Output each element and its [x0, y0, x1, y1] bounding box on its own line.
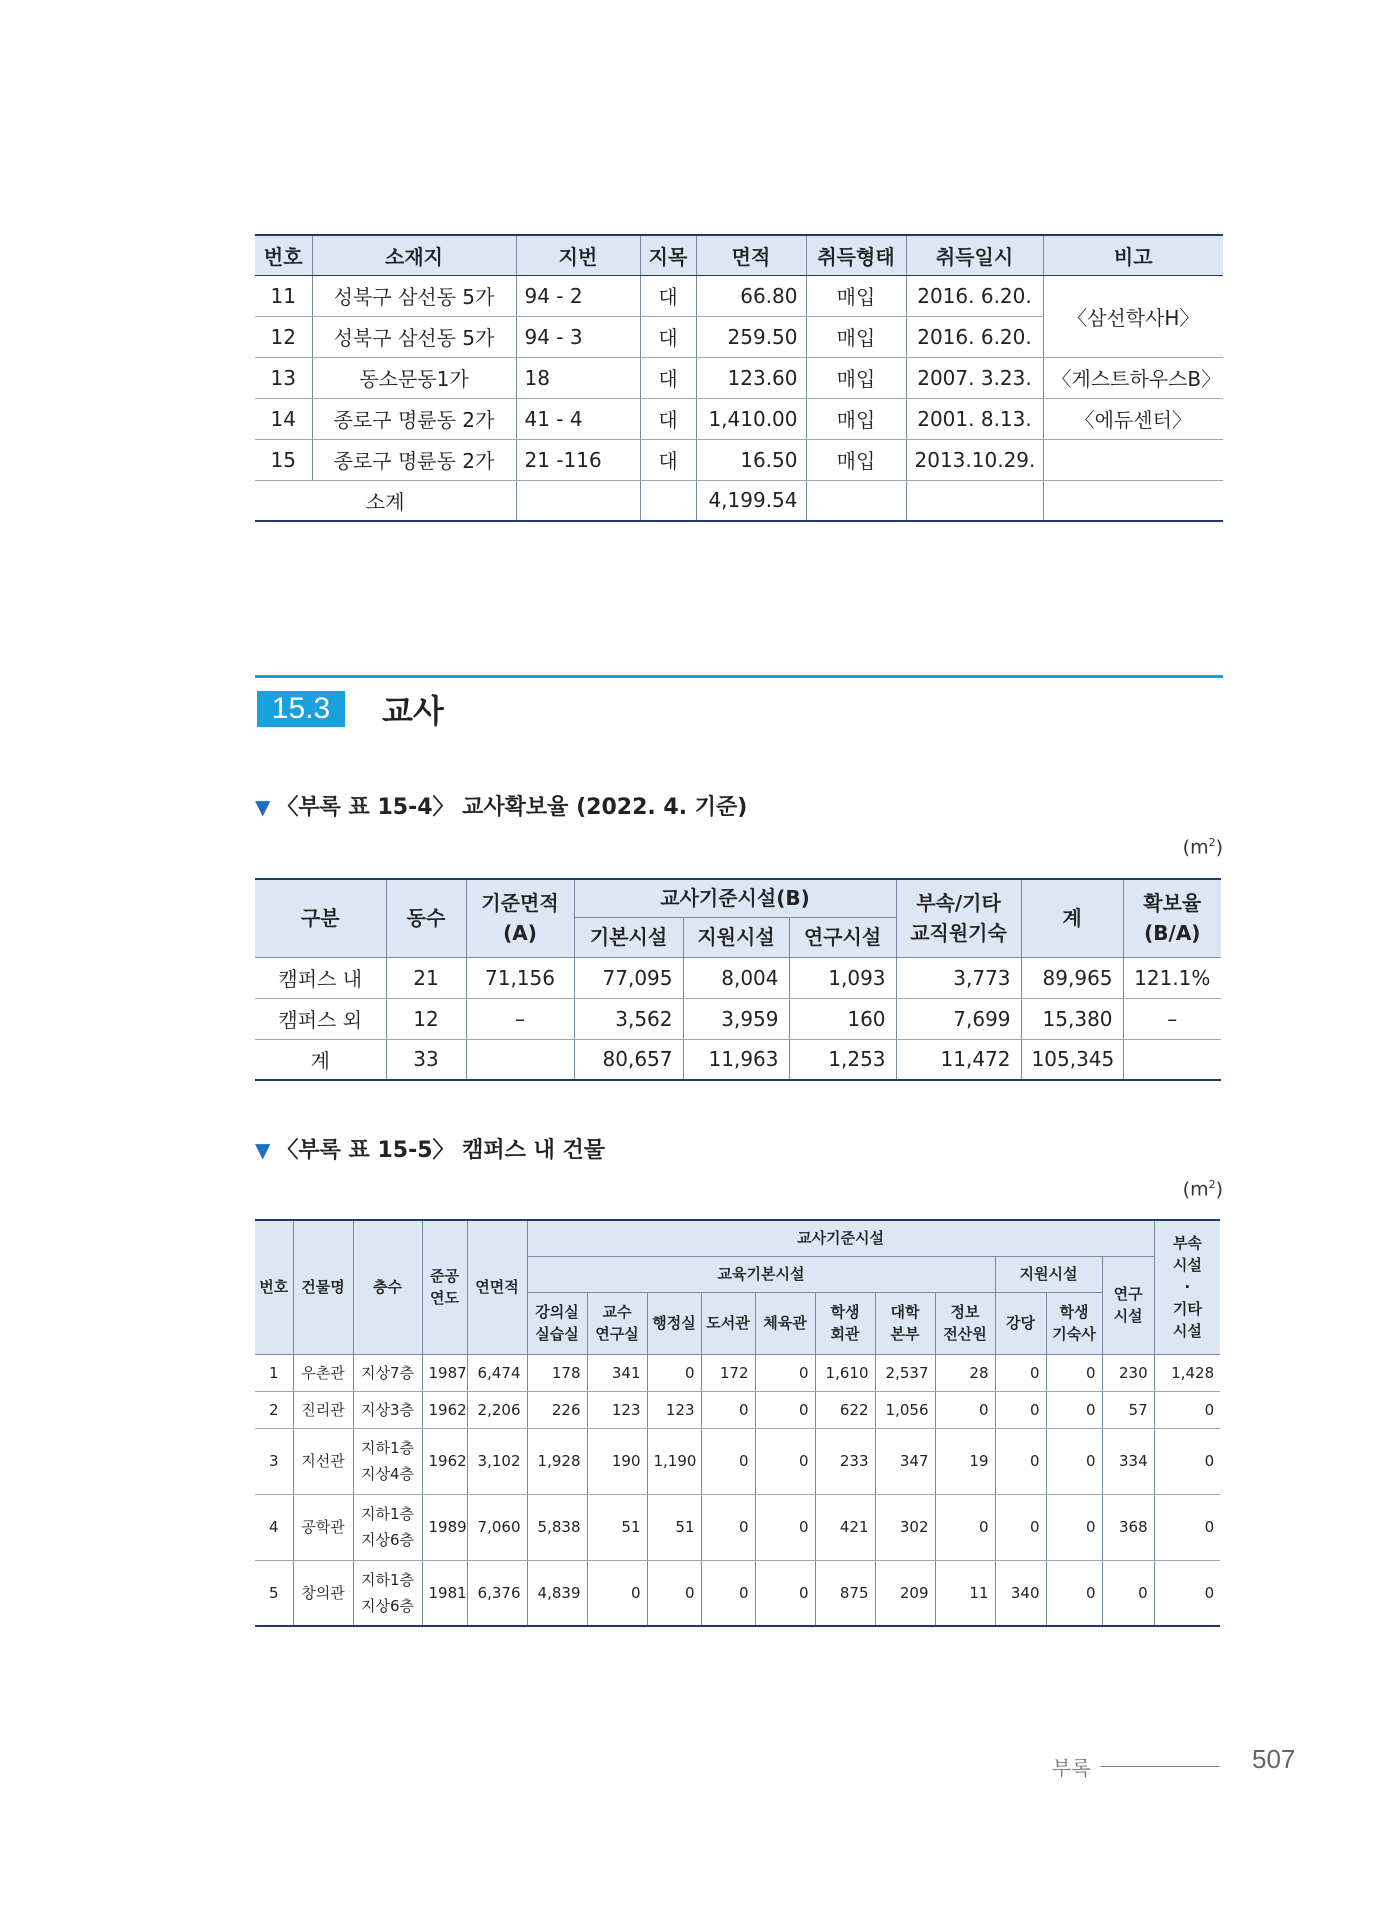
- cell-acq-date: 2013.10.29.: [906, 439, 1043, 480]
- subtotal-row: [255, 480, 1223, 521]
- cell-basic: 80,657: [574, 1039, 683, 1080]
- cell-category: 대: [640, 439, 696, 480]
- header-lot: 지번: [516, 235, 640, 275]
- header-library: 도서관: [701, 1292, 755, 1354]
- cell-no: 13: [255, 357, 312, 398]
- cell-acq-type: 매입: [806, 398, 906, 439]
- cell-remarks: 〈삼선학사H〉: [1043, 275, 1223, 357]
- header-rate: 확보율 (B/A): [1123, 879, 1221, 957]
- header-location: 소재지: [312, 235, 516, 275]
- header-base-area: 기준면적 (A): [466, 879, 574, 957]
- cell-lot: 21 -116: [516, 439, 640, 480]
- cell-dongsu: 21: [386, 957, 466, 998]
- cell-gym: 0: [755, 1391, 815, 1428]
- cell-lecture: 5,838: [527, 1494, 587, 1560]
- cell-student: 421: [815, 1494, 875, 1560]
- header-prof: 교수 연구실: [587, 1292, 647, 1354]
- cell-rate: 121.1%: [1123, 957, 1221, 998]
- cell-research: 230: [1102, 1354, 1154, 1391]
- table-row: [255, 1039, 1221, 1080]
- cell-remarks: 〈게스트하우스B〉: [1043, 357, 1223, 398]
- footer-rule: [1100, 1766, 1220, 1767]
- cell-library: 0: [701, 1560, 755, 1626]
- cell-auditorium: 0: [995, 1428, 1046, 1494]
- cell-empty: [640, 480, 696, 521]
- header-year: 준공 연도: [422, 1220, 467, 1354]
- cell-acq-date: 2007. 3.23.: [906, 357, 1043, 398]
- cell-no: 1: [255, 1354, 293, 1391]
- cell-student: 875: [815, 1560, 875, 1626]
- cell-student: 622: [815, 1391, 875, 1428]
- cell-basic: 77,095: [574, 957, 683, 998]
- cell-prof: 0: [587, 1560, 647, 1626]
- table-caption: [255, 790, 747, 821]
- header-facility: 교사기준시설: [527, 1220, 1154, 1256]
- cell-area: 66.80: [696, 275, 806, 316]
- cell-empty: [516, 480, 640, 521]
- cell-research: 160: [789, 998, 896, 1039]
- cell-annex: 3,773: [896, 957, 1021, 998]
- cell-prof: 51: [587, 1494, 647, 1560]
- unit-label: $(m^2)$: [1182, 1178, 1223, 1201]
- header-facility: 교사기준시설(B): [574, 879, 896, 917]
- cell-area: 259.50: [696, 316, 806, 357]
- cell-annex: 1,428: [1154, 1354, 1220, 1391]
- header-area: 연면적: [467, 1220, 527, 1354]
- cell-total: 15,380: [1021, 998, 1123, 1039]
- cell-area: 123.60: [696, 357, 806, 398]
- cell-floors: 지하1층 지상4층: [353, 1428, 422, 1494]
- cell-library: 0: [701, 1428, 755, 1494]
- cell-dorm: 0: [1046, 1391, 1102, 1428]
- header-auditorium: 강당: [995, 1292, 1046, 1354]
- cell-floors: 지상7층: [353, 1354, 422, 1391]
- cell-area: 7,060: [467, 1494, 527, 1560]
- header-gubun: 구분: [255, 879, 386, 957]
- table-row: [255, 1391, 1220, 1428]
- cell-admin: 1,190: [647, 1428, 701, 1494]
- cell-admin: 0: [647, 1354, 701, 1391]
- cell-no: 12: [255, 316, 312, 357]
- header-annex: 부속/기타 교직원기숙: [896, 879, 1021, 957]
- cell-remarks: [1043, 439, 1223, 480]
- header-floors: 층수: [353, 1220, 422, 1354]
- page-number: 507: [1252, 1744, 1296, 1774]
- cell-remarks: 〈에듀센터〉: [1043, 398, 1223, 439]
- cell-name: 우촌관: [293, 1354, 353, 1391]
- cell-acq-type: 매입: [806, 357, 906, 398]
- cell-year: 1987: [422, 1354, 467, 1391]
- header-edu-basic: 교육기본시설: [527, 1256, 995, 1292]
- table-row: [255, 1428, 1220, 1494]
- header-lecture: 강의실 실습실: [527, 1292, 587, 1354]
- cell-area: 2,206: [467, 1391, 527, 1428]
- cell-category: 대: [640, 316, 696, 357]
- cell-base-area: [466, 1039, 574, 1080]
- unit-label: $(m^2)$: [1182, 836, 1223, 859]
- header-research: 연구 시설: [1102, 1256, 1154, 1354]
- cell-gubun: 캠퍼스 내: [255, 957, 386, 998]
- cell-year: 1989: [422, 1494, 467, 1560]
- cell-gym: 0: [755, 1428, 815, 1494]
- header-total: 계: [1021, 879, 1123, 957]
- cell-auditorium: 0: [995, 1391, 1046, 1428]
- cell-area: 6,376: [467, 1560, 527, 1626]
- cell-acq-type: 매입: [806, 275, 906, 316]
- header-no: 번호: [255, 235, 312, 275]
- header-admin: 행정실: [647, 1292, 701, 1354]
- cell-name: 지선관: [293, 1428, 353, 1494]
- cell-admin: 0: [647, 1560, 701, 1626]
- cell-student: 233: [815, 1428, 875, 1494]
- cell-no: 15: [255, 439, 312, 480]
- cell-rate: [1123, 1039, 1221, 1080]
- cell-no: 5: [255, 1560, 293, 1626]
- cell-location: 종로구 명륜동 2가: [312, 398, 516, 439]
- cell-annex: 0: [1154, 1391, 1220, 1428]
- cell-name: 창의관: [293, 1560, 353, 1626]
- cell-acq-type: 매입: [806, 439, 906, 480]
- cell-info: 0: [935, 1391, 995, 1428]
- building-ratio-table: [255, 878, 1221, 1081]
- cell-lot: 18: [516, 357, 640, 398]
- cell-lecture: 1,928: [527, 1428, 587, 1494]
- cell-lecture: 4,839: [527, 1560, 587, 1626]
- cell-year: 1962: [422, 1428, 467, 1494]
- section-rule: [255, 675, 1223, 678]
- cell-annex: 11,472: [896, 1039, 1021, 1080]
- cell-admin: 123: [647, 1391, 701, 1428]
- cell-info: 11: [935, 1560, 995, 1626]
- cell-base-area: –: [466, 998, 574, 1039]
- cell-gubun: 캠퍼스 외: [255, 998, 386, 1039]
- cell-support: 3,959: [683, 998, 789, 1039]
- cell-lot: 94 - 3: [516, 316, 640, 357]
- cell-no: 4: [255, 1494, 293, 1560]
- header-basic: 기본시설: [574, 917, 683, 957]
- header-remarks: 비고: [1043, 235, 1223, 275]
- cell-area: 1,410.00: [696, 398, 806, 439]
- cell-total: 105,345: [1021, 1039, 1123, 1080]
- cell-area: 3,102: [467, 1428, 527, 1494]
- triangle-down-icon: ▼: [255, 795, 271, 819]
- section-title: 교사: [382, 692, 444, 730]
- cell-gym: 0: [755, 1560, 815, 1626]
- cell-no: 2: [255, 1391, 293, 1428]
- section-number: 15.3: [257, 691, 345, 727]
- cell-location: 동소문동1가: [312, 357, 516, 398]
- cell-prof: 341: [587, 1354, 647, 1391]
- table-header-row: [255, 1220, 1220, 1256]
- cell-location: 종로구 명륜동 2가: [312, 439, 516, 480]
- header-name: 건물명: [293, 1220, 353, 1354]
- cell-univ: 302: [875, 1494, 935, 1560]
- cell-acq-date: 2016. 6.20.: [906, 275, 1043, 316]
- cell-dorm: 0: [1046, 1560, 1102, 1626]
- table-row: [255, 275, 1223, 316]
- cell-lot: 41 - 4: [516, 398, 640, 439]
- cell-subtotal-area: 4,199.54: [696, 480, 806, 521]
- table-header-row: [255, 235, 1223, 275]
- header-support: 지원시설: [995, 1256, 1102, 1292]
- cell-name: 공학관: [293, 1494, 353, 1560]
- table-row: [255, 1354, 1220, 1391]
- cell-annex: 0: [1154, 1494, 1220, 1560]
- cell-prof: 123: [587, 1391, 647, 1428]
- cell-support: 8,004: [683, 957, 789, 998]
- cell-library: 0: [701, 1494, 755, 1560]
- cell-student: 1,610: [815, 1354, 875, 1391]
- table-caption: [255, 1133, 605, 1164]
- land-table: [255, 234, 1223, 522]
- header-support: 지원시설: [683, 917, 789, 957]
- cell-no: 11: [255, 275, 312, 316]
- cell-info: 0: [935, 1494, 995, 1560]
- header-area: 면적: [696, 235, 806, 275]
- cell-lecture: 178: [527, 1354, 587, 1391]
- cell-empty: [806, 480, 906, 521]
- cell-basic: 3,562: [574, 998, 683, 1039]
- header-gym: 체육관: [755, 1292, 815, 1354]
- cell-year: 1981: [422, 1560, 467, 1626]
- caption-text: 〈부록 표 15-5〉 캠퍼스 내 건물: [276, 1138, 606, 1163]
- cell-research: 1,253: [789, 1039, 896, 1080]
- cell-gym: 0: [755, 1494, 815, 1560]
- table-row: [255, 957, 1221, 998]
- cell-admin: 51: [647, 1494, 701, 1560]
- cell-lecture: 226: [527, 1391, 587, 1428]
- cell-floors: 지하1층 지상6층: [353, 1494, 422, 1560]
- cell-no: 14: [255, 398, 312, 439]
- header-category: 지목: [640, 235, 696, 275]
- table-row: [255, 998, 1221, 1039]
- cell-univ: 347: [875, 1428, 935, 1494]
- cell-dongsu: 33: [386, 1039, 466, 1080]
- table-row: [255, 357, 1223, 398]
- cell-acq-type: 매입: [806, 316, 906, 357]
- cell-research: 334: [1102, 1428, 1154, 1494]
- cell-prof: 190: [587, 1428, 647, 1494]
- cell-dorm: 0: [1046, 1494, 1102, 1560]
- cell-floors: 지하1층 지상6층: [353, 1560, 422, 1626]
- cell-location: 성북구 삼선동 5가: [312, 275, 516, 316]
- cell-dorm: 0: [1046, 1354, 1102, 1391]
- cell-support: 11,963: [683, 1039, 789, 1080]
- cell-research: 368: [1102, 1494, 1154, 1560]
- header-univ: 대학 본부: [875, 1292, 935, 1354]
- campus-building-table: [255, 1219, 1220, 1627]
- header-dongsu: 동수: [386, 879, 466, 957]
- cell-dorm: 0: [1046, 1428, 1102, 1494]
- header-research: 연구시설: [789, 917, 896, 957]
- cell-name: 진리관: [293, 1391, 353, 1428]
- header-dorm: 학생 기숙사: [1046, 1292, 1102, 1354]
- cell-rate: –: [1123, 998, 1221, 1039]
- cell-category: 대: [640, 398, 696, 439]
- cell-gubun: 계: [255, 1039, 386, 1080]
- cell-empty: [1043, 480, 1223, 521]
- cell-year: 1962: [422, 1391, 467, 1428]
- header-acq-type: 취득형태: [806, 235, 906, 275]
- cell-library: 172: [701, 1354, 755, 1391]
- footer-label: 부록: [1052, 1756, 1091, 1780]
- table-row: [255, 398, 1223, 439]
- cell-univ: 1,056: [875, 1391, 935, 1428]
- cell-empty: [906, 480, 1043, 521]
- cell-univ: 2,537: [875, 1354, 935, 1391]
- table-row: [255, 1494, 1220, 1560]
- cell-floors: 지상3층: [353, 1391, 422, 1428]
- table-header-row: [255, 879, 1221, 917]
- cell-auditorium: 340: [995, 1560, 1046, 1626]
- cell-total: 89,965: [1021, 957, 1123, 998]
- cell-area: 6,474: [467, 1354, 527, 1391]
- cell-annex: 0: [1154, 1428, 1220, 1494]
- cell-annex: 0: [1154, 1560, 1220, 1626]
- cell-subtotal-label: 소계: [255, 480, 516, 521]
- cell-auditorium: 0: [995, 1494, 1046, 1560]
- triangle-down-icon: ▼: [255, 1138, 271, 1162]
- cell-category: 대: [640, 275, 696, 316]
- header-no: 번호: [255, 1220, 293, 1354]
- cell-research: 1,093: [789, 957, 896, 998]
- header-info: 정보 전산원: [935, 1292, 995, 1354]
- cell-univ: 209: [875, 1560, 935, 1626]
- header-annex: 부속 시설 · 기타 시설: [1154, 1220, 1220, 1354]
- cell-research: 57: [1102, 1391, 1154, 1428]
- cell-auditorium: 0: [995, 1354, 1046, 1391]
- cell-acq-date: 2001. 8.13.: [906, 398, 1043, 439]
- cell-info: 28: [935, 1354, 995, 1391]
- cell-annex: 7,699: [896, 998, 1021, 1039]
- cell-category: 대: [640, 357, 696, 398]
- header-acq-date: 취득일시: [906, 235, 1043, 275]
- caption-text: 〈부록 표 15-4〉 교사확보율 (2022. 4. 기준): [276, 795, 748, 820]
- cell-location: 성북구 삼선동 5가: [312, 316, 516, 357]
- cell-area: 16.50: [696, 439, 806, 480]
- cell-base-area: 71,156: [466, 957, 574, 998]
- cell-research: 0: [1102, 1560, 1154, 1626]
- cell-lot: 94 - 2: [516, 275, 640, 316]
- table-row: [255, 1560, 1220, 1626]
- cell-gym: 0: [755, 1354, 815, 1391]
- header-student: 학생 회관: [815, 1292, 875, 1354]
- cell-acq-date: 2016. 6.20.: [906, 316, 1043, 357]
- table-row: [255, 439, 1223, 480]
- cell-library: 0: [701, 1391, 755, 1428]
- cell-dongsu: 12: [386, 998, 466, 1039]
- cell-info: 19: [935, 1428, 995, 1494]
- cell-no: 3: [255, 1428, 293, 1494]
